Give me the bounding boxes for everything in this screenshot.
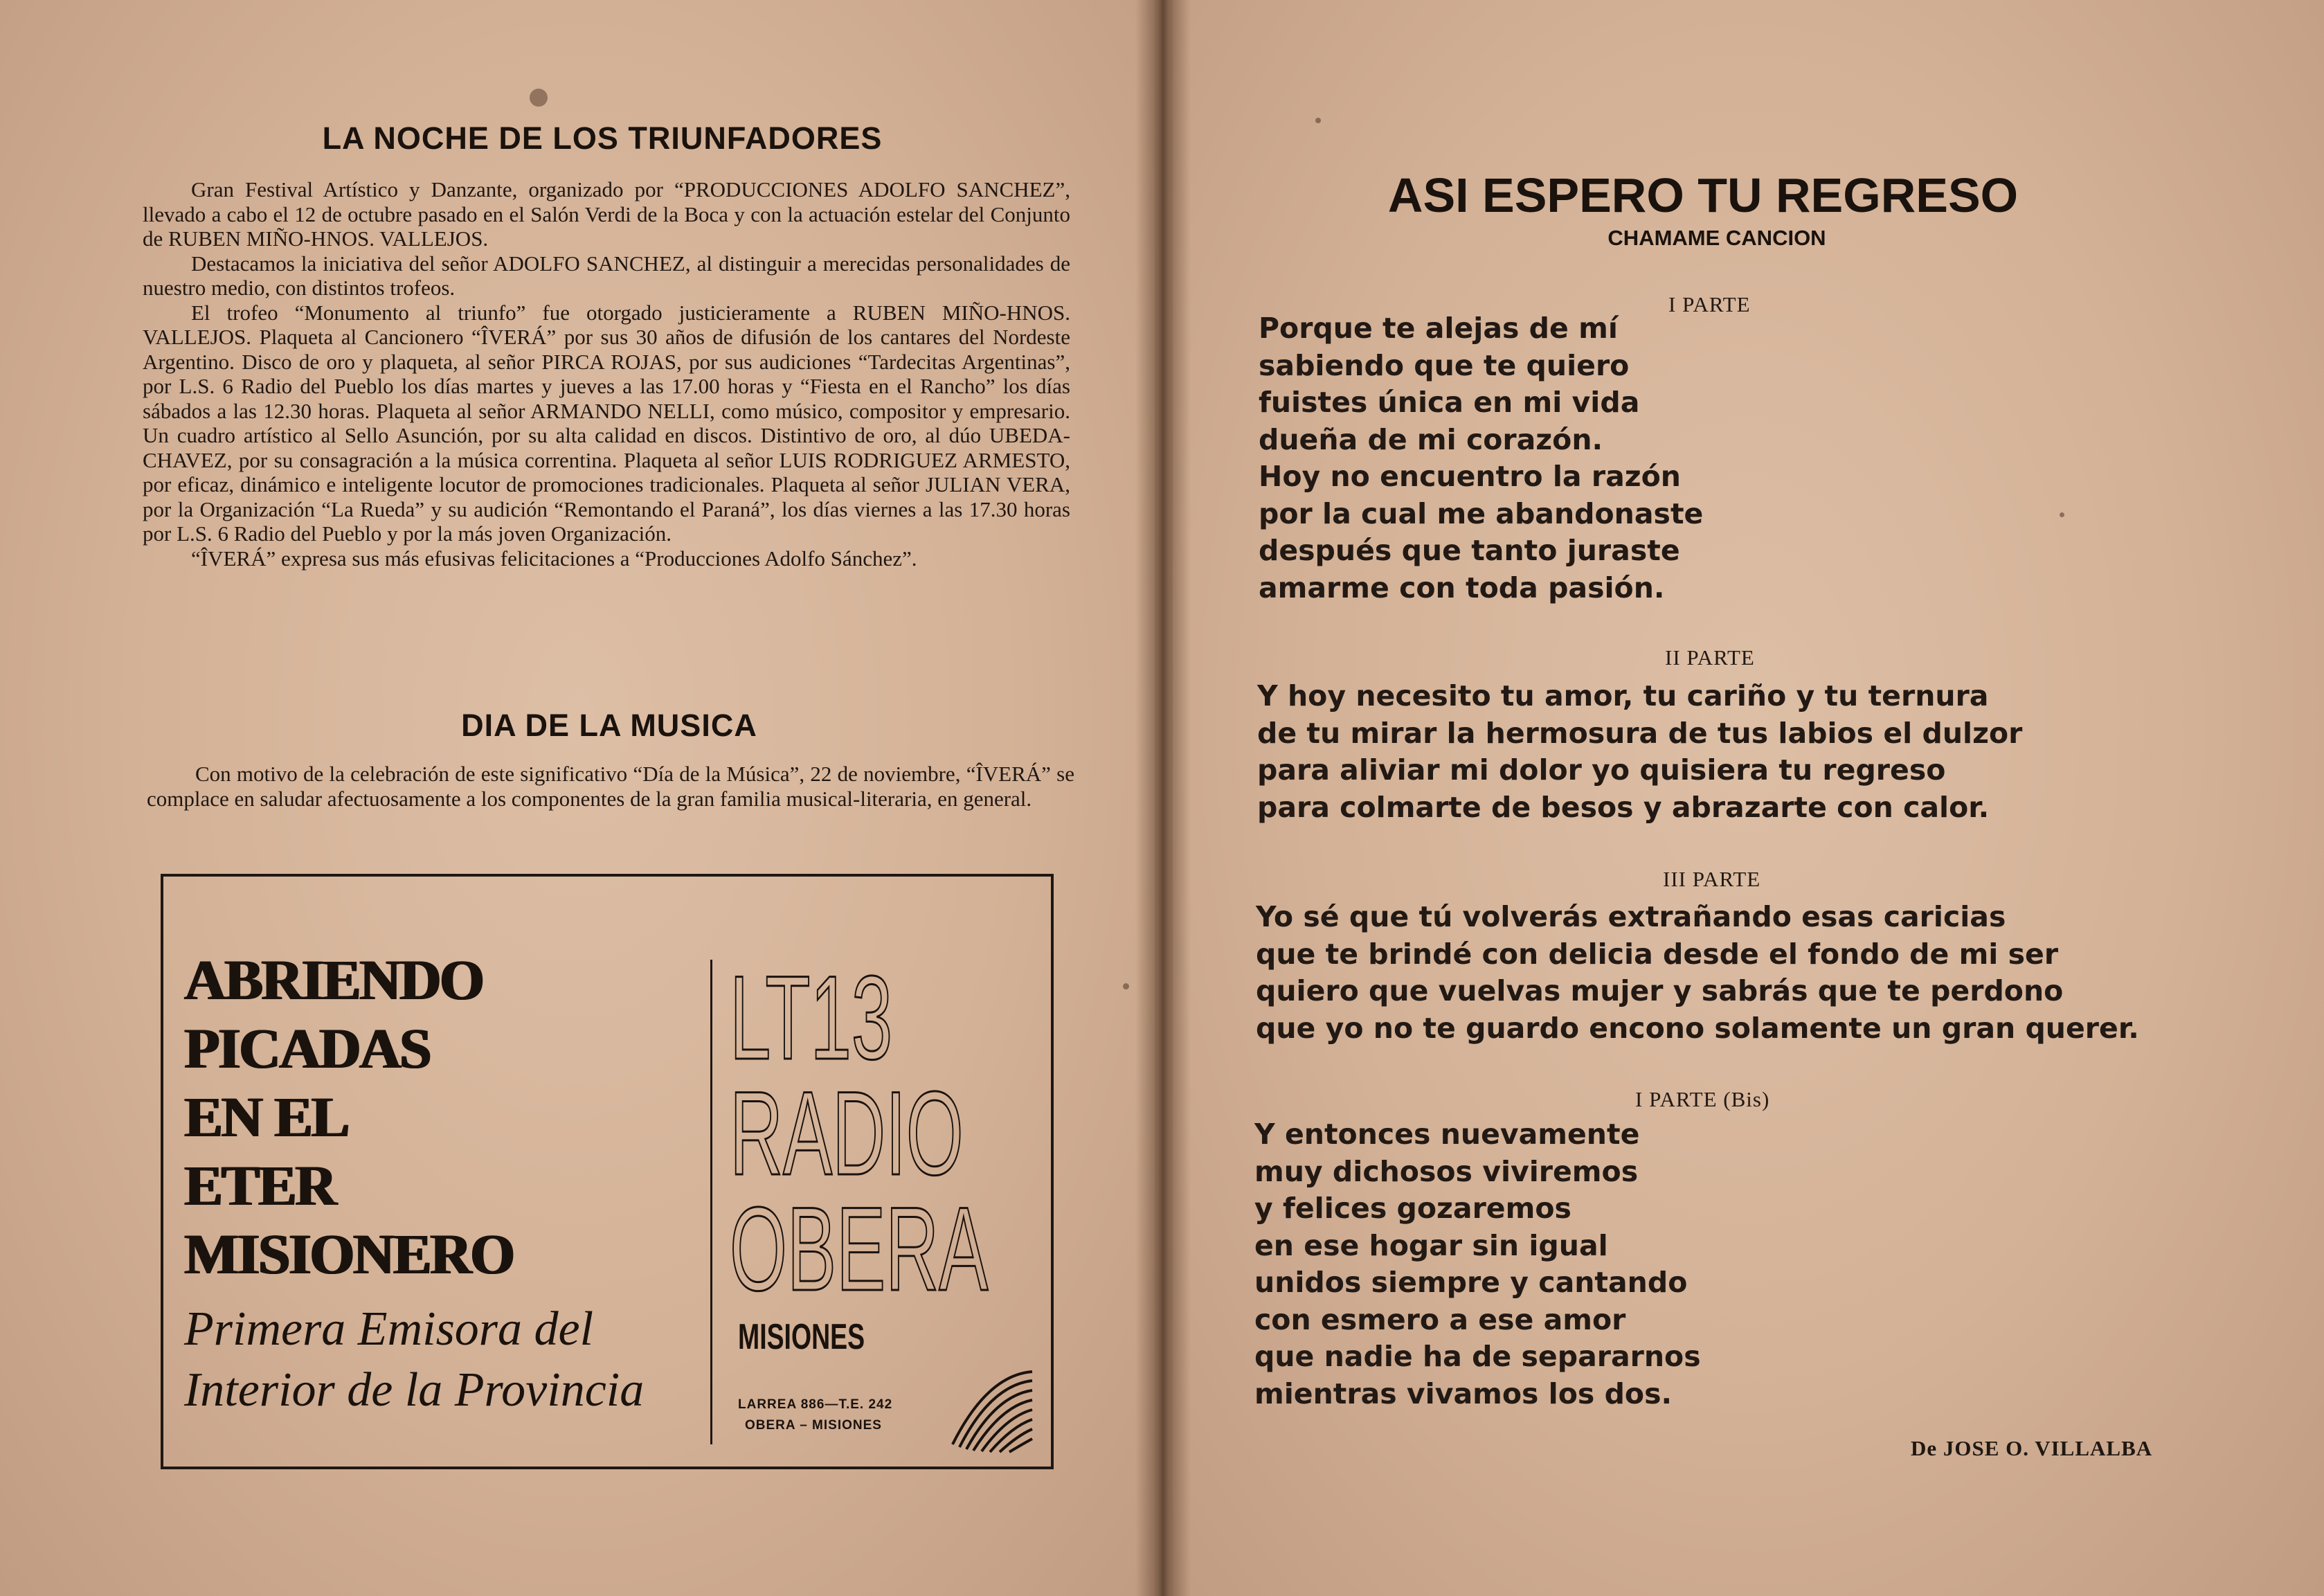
paper-speck: [1315, 118, 1321, 123]
song-title: ASI ESPERO TU REGRESO: [1387, 168, 2019, 222]
paper-speck: [2060, 512, 2064, 517]
article-noche-triunfadores: [143, 177, 1070, 571]
lyrics-part-1: Porque te alejas de mí sabiendo que te quiero fuistes única en mi vida dueña de mi corazón. Hoy no encuentro la razón por la cual me abandonaste después que tanto juraste amarme con toda pasión.: [1259, 312, 1704, 604]
title-noche-triunfadores: LA NOCHE DE LOS TRIUNFADORES: [322, 120, 883, 156]
article-paragraph: “ÎVERÁ” expresa sus más efusivas felicitaciones a “Producciones Adolfo Sánchez”.: [191, 546, 917, 571]
book-gutter: [1135, 0, 1191, 1596]
radio-advertisement: [161, 874, 1054, 1469]
ad-station-region: MISIONES: [738, 1317, 865, 1357]
song-author: De JOSE O. VILLALBA: [1911, 1436, 2153, 1460]
article-dia-musica: [147, 762, 1074, 811]
part-label: I PARTE: [1668, 292, 1751, 316]
ad-station-city: OBERA: [730, 1183, 989, 1316]
part-label: III PARTE: [1663, 867, 1761, 891]
song-genre: CHAMAME CANCION: [1607, 226, 1826, 250]
article-paragraph: Con motivo de la celebración de este significativo “Día de la Música”, 22 de noviembre, “ÎVERÁ” se complace en saludar afectuosamente a los componentes de la gran familia musical-literaria, en general.: [147, 762, 1074, 811]
ad-station-callsign: LT13: [730, 951, 893, 1084]
lyrics-part-2: Y hoy necesito tu amor, tu cariño y tu ternura de tu mirar la hermosura de tus labios el dulzor para aliviar mi dolor yo quisiera tu regreso para colmarte de besos y abrazarte con calor.: [1257, 679, 2023, 824]
paper-speck: [1123, 983, 1129, 989]
radio-waves-logo-icon: [946, 1361, 1039, 1455]
article-paragraph: El trofeo “Monumento al triunfo” fue otorgado justicieramente a RUBEN MIÑO-HNOS. VALLEJOS. Plaqueta al Cancionero “ÎVERÁ” por sus 30 años de difusión de los cantares del Nordeste Argentino. Disco de oro y plaqueta, al señor PIRCA ROJAS, por sus audiciones “Tardecitas Argentinas”, por L.S. 6 Radio del Pueblo los días martes y jueves a las 17.00 horas y “Fiesta en el Rancho” los días sábados a las 12.30 horas. Plaqueta al señor ARMANDO NELLI, como músico, compositor y empresario. Un cuadro artístico al Sello Asunción, por su alta calidad en discos. Distintivo de oro, al dúo UBEDA-CHAVEZ, por su consagración a la música correntina. Plaqueta al señor LUIS RODRIGUEZ ARMESTO, por eficaz, dinámico e inteligente locutor de promociones tradicionales. Plaqueta al señor JULIAN VERA, por la Organización “La Rueda” y su audición “Remontando el Paraná”, los días viernes a las 17.30 horas por L.S. 6 Radio del Pueblo y por la más joven Organización.: [143, 300, 1070, 546]
lyrics-part-3: Yo sé que tú volverás extrañando esas caricias que te brindé con delicia desde el fondo de mi ser quiero que vuelvas mujer y sabrás que te perdono que yo no te guardo encono solamente un gran querer.: [1256, 900, 2139, 1045]
title-dia-musica: DIA DE LA MUSICA: [461, 708, 757, 743]
paper-speck: [530, 89, 548, 107]
ad-tagline: Primera Emisora del Interior de la Provincia: [184, 1302, 645, 1417]
ad-headline: ABRIENDO PICADAS EN EL ETER MISIONERO: [184, 948, 514, 1286]
part-label: I PARTE (Bis): [1635, 1087, 1770, 1111]
article-paragraph: Destacamos la iniciativa del señor ADOLFO SANCHEZ, al distinguir a merecidas personalidades de nuestro medio, con distintos trofeos.: [143, 251, 1070, 300]
ad-station-name: RADIO: [730, 1067, 964, 1200]
ad-address: LARREA 886—T.E. 242: [738, 1397, 893, 1412]
lyrics-part-4: Y entonces nuevamente muy dichosos viviremos y felices gozaremos en ese hogar sin igual unidos siempre y cantando con esmero a ese amor que nadie ha de separarnos mientras vivamos los dos.: [1254, 1118, 1701, 1410]
part-label: II PARTE: [1665, 645, 1755, 670]
ad-address-city: OBERA – MISIONES: [745, 1418, 882, 1433]
ad-divider: [710, 960, 712, 1444]
article-paragraph: Gran Festival Artístico y Danzante, organizado por “PRODUCCIONES ADOLFO SANCHEZ”, llevado a cabo el 12 de octubre pasado en el Salón Verdi de la Boca y con la actuación estelar del Conjunto de RUBEN MIÑO-HNOS. VALLEJOS.: [143, 177, 1070, 251]
